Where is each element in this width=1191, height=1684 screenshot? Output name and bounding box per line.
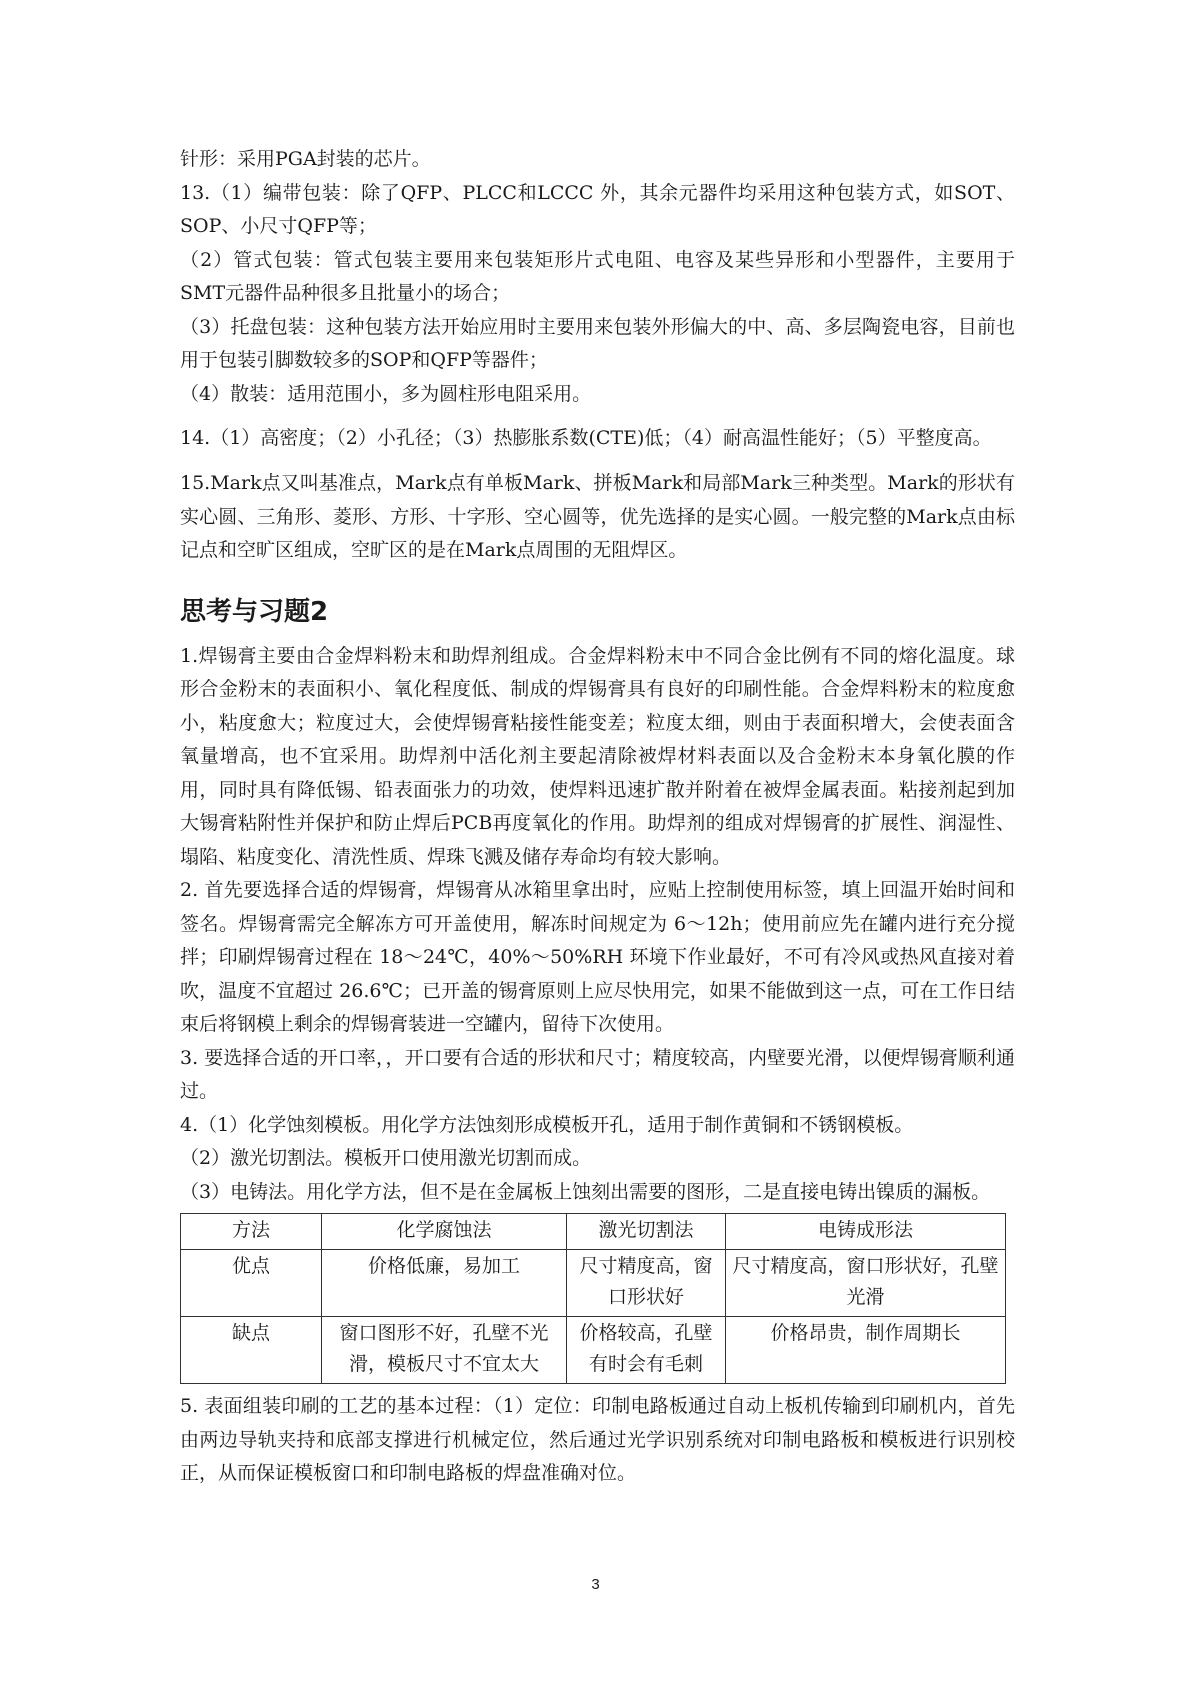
paragraph-14: 14.（1）高密度；（2）小孔径；（3）热膨胀系数(CTE)低；（4）耐高温性能好；（5）平整度高。 [180, 427, 992, 449]
table-header-row [181, 1214, 1006, 1250]
paragraph-4-3: （3）电铸法。用化学方法，但不是在金属板上蚀刻出需要的图形，二是直接电铸出镍质的漏板。 [180, 1180, 991, 1203]
paragraph-13-1: 13.（1）编带包装：除了QFP、PLCC和LCCC 外，其余元器件均采用这种包装方式，如SOT、SOP、小尺寸QFP等； [180, 181, 1015, 237]
table-cell: 价格昂贵，制作周期长 [726, 1317, 1006, 1384]
paragraph-4-1: 4.（1）化学蚀刻模板。用化学方法蚀刻形成模板开孔，适用于制作黄铜和不锈钢模板。 [180, 1113, 914, 1136]
paragraph-3: 3. 要选择合适的开口率，，开口要有合适的形状和尺寸；精度较高，内壁要光滑，以便焊锡膏顺利通过。 [180, 1046, 1015, 1102]
page-number: 3 [591, 1576, 600, 1593]
table-cell: 缺点 [181, 1317, 322, 1384]
paragraph-13-4: （4）散装：适用范围小，多为圆柱形电阻采用。 [180, 382, 592, 405]
paragraph-1: 1.焊锡膏主要由合金焊料粉末和助焊剂组成。合金焊料粉末中不同合金比例有不同的熔化温度。球形合金粉末的表面积小、氧化程度低、制成的焊锡膏具有良好的印刷性能。合金焊料粉末的粒度愈小，粘度愈大；粒度过大，会使焊锡膏粘接性能变差；粒度太细，则由于表面积增大，会使表面含氧量增高，也不宜采用。助焊剂中活化剂主要起清除被焊材料表面以及合金粉末本身氧化膜的作用，同时具有降低锡、铅表面张力的功效，使焊料迅速扩散并附着在被焊金属表面。粘接剂起到加大锡膏粘附性并保护和防止焊后PCB再度氧化的作用。助焊剂的组成对焊锡膏的扩展性、润湿性、塌陷、粘度变化、清洗性质、焊珠飞溅及储存寿命均有较大影响。 [180, 644, 1015, 868]
paragraph-15: 15.Mark点又叫基准点，Mark点有单板Mark、拼板Mark和局部Mark三种类型。Mark的形状有实心圆、三角形、菱形、方形、十字形、空心圆等，优先选择的是实心圆。一般完整的Mark点由标记点和空旷区组成，空旷区的是在Mark点周围的无阻焊区。 [180, 472, 1015, 561]
table-cell: 尺寸精度高，窗口形状好 [567, 1250, 726, 1317]
paragraph-13-2: （2）管式包装：管式包装主要用来包装矩形片式电阻、电容及某些异形和小型器件，主要用于SMT元器件品种很多且批量小的场合； [180, 248, 1015, 304]
comparison-table [180, 1213, 1006, 1384]
paragraph-5: 5. 表面组装印刷的工艺的基本过程：（1）定位：印制电路板通过自动上板机传输到印刷机内，首先由两边导轨夹持和底部支撑进行机械定位，然后通过光学识别系统对印制电路板和模板进行识别校正，从而保证模板窗口和印制电路板的焊盘准确对位。 [180, 1395, 1015, 1484]
paragraph-13-3: （3）托盘包装：这种包装方法开始应用时主要用来包装外形偏大的中、高、多层陶瓷电容，目前也用于包装引脚数较多的SOP和QFP等器件； [180, 315, 1015, 371]
paragraph-4-2: （2）激光切割法。模板开口使用激光切割而成。 [180, 1147, 592, 1169]
table-cell: 价格较高，孔壁有时会有毛刺 [567, 1317, 726, 1384]
table-cell: 尺寸精度高，窗口形状好，孔壁光滑 [726, 1250, 1006, 1317]
page-content [180, 143, 1015, 1491]
table-cell: 优点 [181, 1250, 322, 1317]
table-cell: 激光切割法 [567, 1214, 726, 1250]
table-cell: 价格低廉，易加工 [322, 1250, 567, 1317]
table-cell: 方法 [181, 1214, 322, 1250]
table-cell: 化学腐蚀法 [322, 1214, 567, 1250]
table-row [181, 1317, 1006, 1384]
table-row [181, 1250, 1006, 1317]
table-cell: 窗口图形不好，孔壁不光滑，模板尺寸不宜太大 [322, 1317, 567, 1384]
paragraph-pin-package: 针形：采用PGA封装的芯片。 [180, 148, 431, 170]
paragraph-2: 2. 首先要选择合适的焊锡膏，焊锡膏从冰箱里拿出时，应贴上控制使用标签，填上回温开始时间和签名。焊锡膏需完全解冻方可开盖使用，解冻时间规定为 6～12h；使用前应先在罐内进行充分搅拌；印刷焊锡膏过程在 18～24℃，40%～50%RH 环境下作业最好，不可有冷风或热风直接对着吹，温度不宜超过 26.6℃；已开盖的锡膏原则上应尽快用完，如果不能做到这一点，可在工作日结束后将钢模上剩余的焊锡膏装进一空罐内，留待下次使用。 [180, 879, 1015, 1035]
table-cell: 电铸成形法 [726, 1214, 1006, 1250]
section-heading: 思考与习题2 [180, 596, 329, 627]
